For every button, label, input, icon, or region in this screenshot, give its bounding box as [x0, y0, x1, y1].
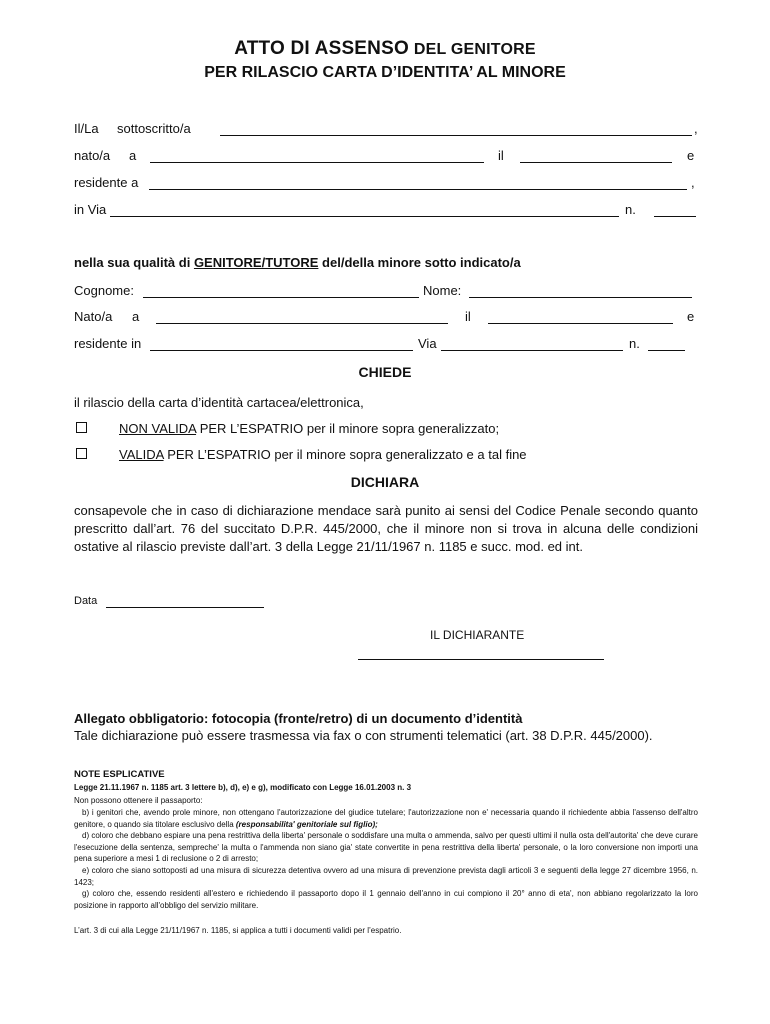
label-minor-residente: residente in [74, 336, 142, 351]
note-g: g) coloro che, essendo residenti all'estero e richiedendo il passaporto dopo il 1 gennaio dell'anno in cui compiono il 20° anno di eta', non abbiano regolarizzato la loro posizione in rapporto all'obbligo del servizio militare. [74, 889, 698, 910]
label-minor-n: n. [629, 336, 640, 351]
note-b-italic: (responsabilita' genitoriale sul figlio); [235, 819, 378, 829]
date-field[interactable] [106, 607, 264, 608]
parent-number-field[interactable] [654, 216, 696, 217]
label-il-la: Il/La [74, 121, 99, 136]
label-residente: residente a [74, 175, 139, 190]
minor-residence-field[interactable] [150, 350, 413, 351]
notes-title: NOTE ESPLICATIVE [74, 769, 165, 780]
title-bold: ATTO DI ASSENSO [234, 38, 409, 59]
label-a: a [129, 148, 137, 163]
title-rest: DEL GENITORE [413, 41, 536, 58]
option-non-valida [119, 421, 499, 436]
minor-number-field[interactable] [648, 350, 685, 351]
option-non-valida-underlined: NON VALIDA [119, 421, 197, 436]
label-cognome: Cognome: [74, 283, 134, 298]
option-non-valida-text: PER L’ESPATRIO per il minore sopra generalizzato; [199, 421, 500, 436]
document-subtitle: PER RILASCIO CARTA D’IDENTITA’ AL MINORE [204, 64, 566, 81]
parent-name-field[interactable] [220, 135, 692, 136]
comma2: , [691, 175, 695, 190]
chiede-text: il rilascio della carta d’identità cartacea/elettronica, [74, 395, 364, 410]
option-valida-underlined: VALIDA [119, 447, 164, 462]
label-dichiarante: IL DICHIARANTE [430, 628, 525, 642]
label-minor-il: il [465, 309, 471, 324]
label-il: il [498, 148, 504, 163]
role-line [74, 255, 521, 270]
option-valida [119, 447, 527, 462]
label-minor-nato: Nato/a [74, 309, 113, 324]
checkbox-non-valida[interactable] [76, 421, 87, 436]
label-minor-via: Via [418, 336, 437, 351]
label-sottoscritto: sottoscritto/a [117, 121, 191, 136]
label-data: Data [74, 595, 98, 607]
parent-birthplace-field[interactable] [150, 162, 484, 163]
note-e: e) coloro che siano sottoposti ad una misura di sicurezza detentiva ovvero ad una misura di prevenzione prevista dagli articoli 3 e seguenti della legge 27 dicembre 1956, n. 1423; [74, 866, 698, 887]
minor-surname-field[interactable] [143, 297, 419, 298]
role-suffix: del/della minore sotto indicato/a [322, 255, 521, 270]
note-b-text: b) i genitori che, avendo prole minore, non ottengano l'autorizzazione del giudice tutelare; l'autorizzazione non e' necessaria quando il richiedente abbia l'assenso dell'altro genitore, o quando sia titolare esclusivo della [74, 808, 698, 829]
minor-birthdate-field[interactable] [488, 323, 673, 324]
note-d: d) coloro che debbano espiare una pena restrittiva della liberta' personale o soddisfare una multa o ammenda, salvo per questi ultimi il nulla osta dell'autorita' che deve curare l'esecuzione della sentenza, sempreche' la multa o l'ammenda non siano gia' state convertite in pena restrittiva della liberta' personale, o la loro conversione non importi una pena superiore a mesi 1 di reclusione o 2 di arresto; [74, 831, 698, 863]
signature-field[interactable] [358, 659, 604, 660]
notes-footer: L’art. 3 di cui alla Legge 21/11/1967 n. 1185, si applica a tutti i documenti validi per l’espatrio. [74, 926, 402, 935]
dichiara-heading: DICHIARA [350, 474, 420, 490]
minor-birthplace-field[interactable] [156, 323, 448, 324]
label-minor-a: a [132, 309, 140, 324]
parent-street-field[interactable] [110, 216, 619, 217]
label-nato: nato/a [74, 148, 111, 163]
dichiara-text: consapevole che in caso di dichiarazione mendace sarà punito ai sensi del Codice Penale secondo quanto prescritto dall’art. 76 del succitato D.P.R. 445/2000, che il minore non si trova in alcuna delle condizioni ostative al rilascio previste dall’art. 3 della Legge 21/11/1967 n. 1185 e succ. mod. ed int. [74, 503, 698, 554]
role-prefix: nella sua qualità di [74, 255, 191, 270]
label-minor-e: e [687, 309, 695, 324]
note-b [74, 807, 698, 830]
role-underlined: GENITORE/TUTORE [193, 255, 319, 270]
option-valida-text: PER L’ESPATRIO per il minore sopra generalizzato e a tal fine [167, 447, 527, 462]
label-nome: Nome: [423, 283, 462, 298]
document-title [0, 38, 770, 60]
comma: , [694, 121, 698, 136]
notes-subtitle: Legge 21.11.1967 n. 1185 art. 3 lettere b), d), e) e g), modificato con Legge 16.01.2003 n. 3 [74, 783, 412, 792]
minor-street-field[interactable] [441, 350, 623, 351]
label-n: n. [625, 202, 636, 217]
allegato-title: Allegato obbligatorio: fotocopia (fronte/retro) di un documento d’identità [74, 711, 523, 726]
parent-birthdate-field[interactable] [520, 162, 672, 163]
checkbox-valida[interactable] [76, 447, 87, 462]
allegato-text: Tale dichiarazione può essere trasmessa via fax o con strumenti telematici (art. 38 D.P.R. 445/2000). [74, 728, 653, 743]
parent-residence-field[interactable] [149, 189, 687, 190]
minor-name-field[interactable] [469, 297, 692, 298]
label-in-via: in Via [74, 202, 107, 217]
notes-intro: Non possono ottenere il passaporto: [74, 796, 203, 805]
label-e: e [687, 148, 695, 163]
chiede-heading: CHIEDE [358, 364, 412, 380]
